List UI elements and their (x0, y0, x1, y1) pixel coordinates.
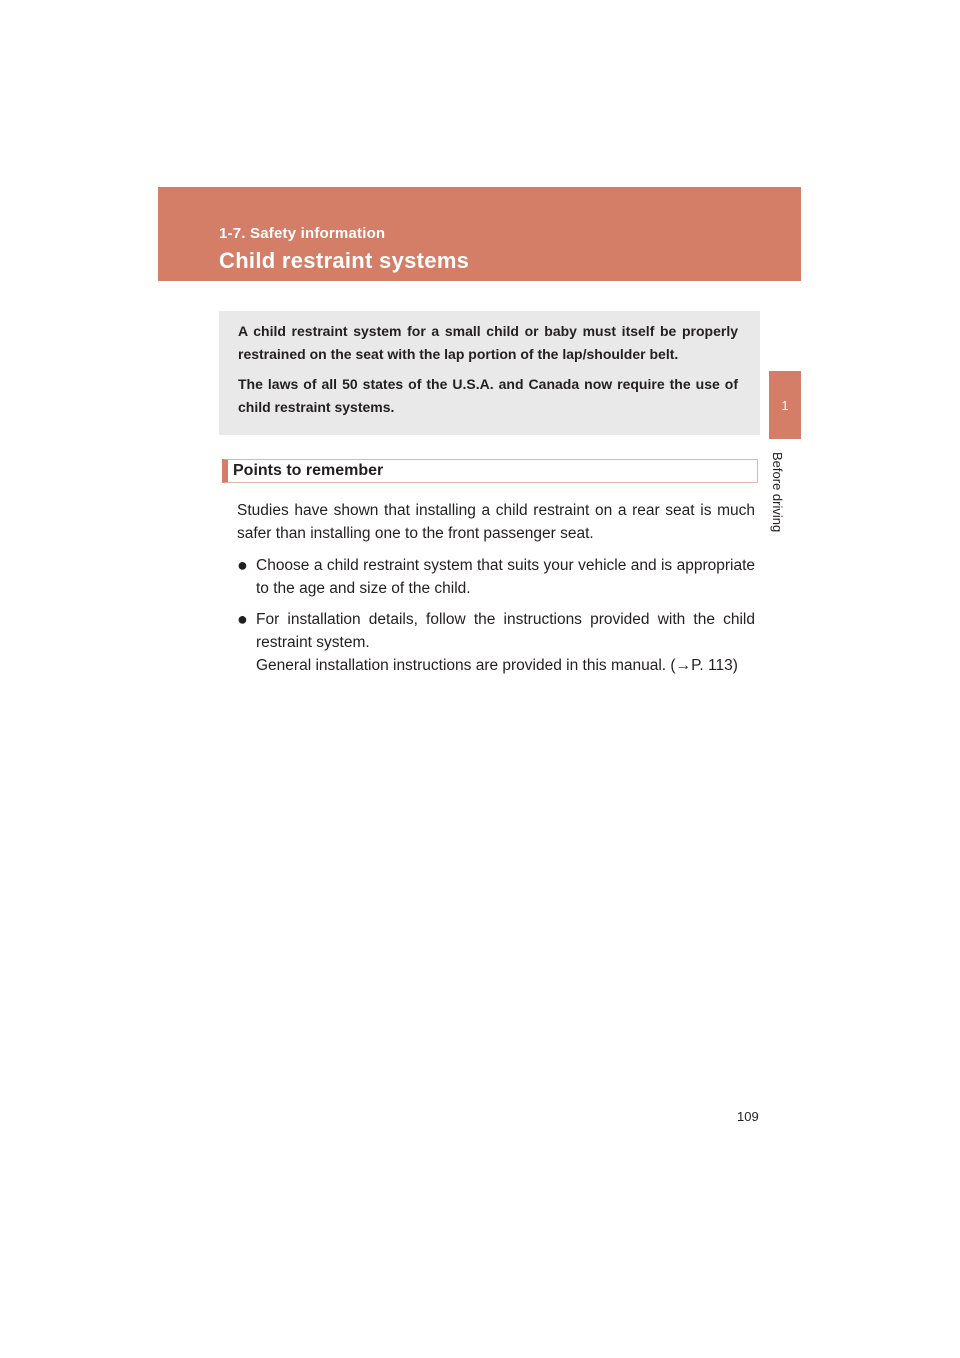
bullet-item (237, 554, 755, 600)
section-label: 1-7. Safety information (219, 225, 386, 242)
page-title: Child restraint systems (219, 248, 470, 273)
bullet-line: For installation details, follow the instructions provided with the child restraint system. (256, 611, 755, 651)
bullet-line-page-reference: General installation instructions are provided in this manual. (→P. 113) (256, 657, 738, 674)
bullet-icon: ● (237, 609, 248, 629)
bullet-item (237, 608, 755, 677)
chapter-tab (769, 371, 801, 439)
intro-box (219, 311, 760, 435)
section-heading (222, 459, 758, 483)
chapter-number: 1 (781, 397, 789, 413)
bullet-text (256, 608, 755, 677)
page-number: 109 (737, 1109, 759, 1124)
bullet-line: Choose a child restraint system that suits your vehicle and is appropriate to the age and size of the child. (256, 557, 755, 597)
section-heading-text: Points to remember (233, 462, 384, 479)
intro-paragraph: A child restraint system for a small child or baby must itself be properly restrained on the seat with the lap portion of the lap/shoulder belt. (238, 323, 738, 362)
intro-paragraph: The laws of all 50 states of the U.S.A. and Canada now require the use of child restraint systems. (238, 376, 738, 415)
chapter-name: Before driving (770, 452, 785, 533)
bullet-icon: ● (237, 555, 248, 575)
chapter-header-band (158, 187, 801, 281)
body-paragraph: Studies have shown that installing a child restraint on a rear seat is much safer than installing one to the front passenger seat. (237, 502, 755, 542)
bullet-text (256, 554, 755, 600)
